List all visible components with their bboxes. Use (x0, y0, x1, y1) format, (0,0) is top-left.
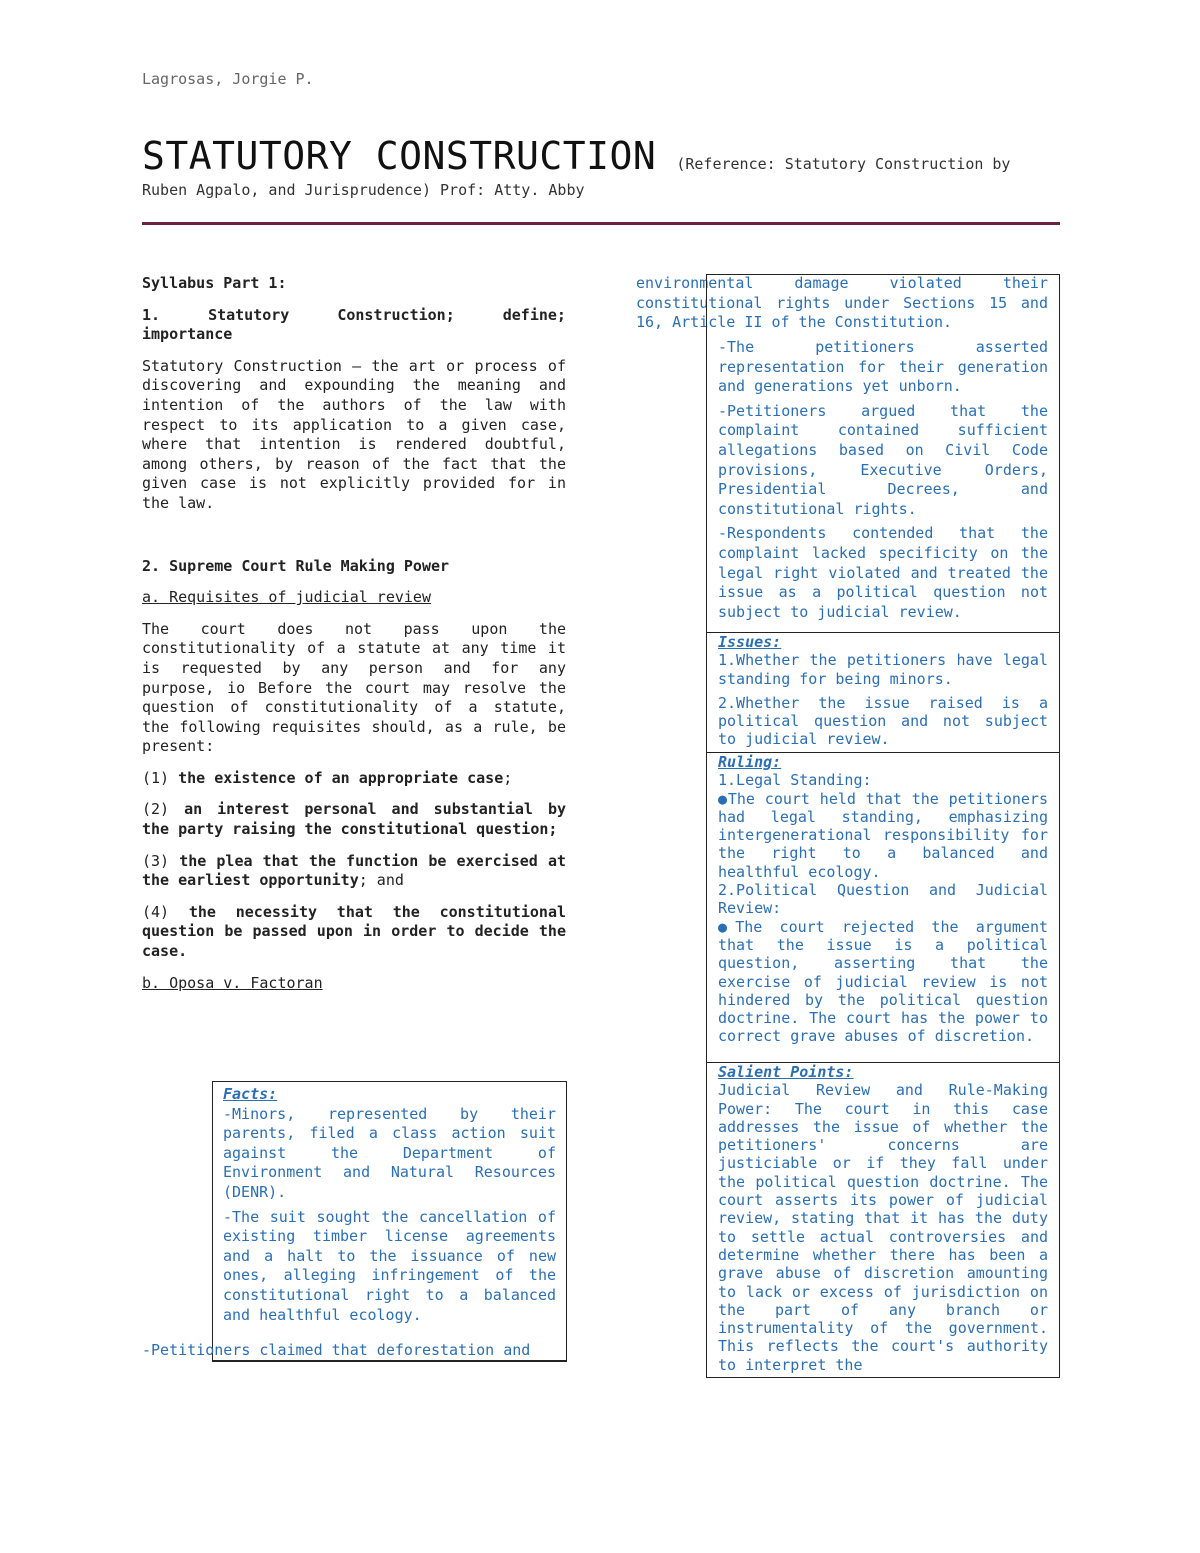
issue-2: 2.Whether the issue raised is a political question and not subject to judicial review. (718, 693, 1048, 749)
requisite-2-text: an interest personal and substantial by the party raising the constitutional question; (142, 800, 567, 839)
item1-word1: Statutory (208, 305, 290, 324)
reference-part-b: Ruben Agpalo, and Jurisprudence) Prof: Atty. Abby (142, 181, 585, 199)
requisite-3 (142, 852, 566, 891)
salient-points-heading: Salient Points: (718, 1063, 854, 1081)
document-title: STATUTORY CONSTRUCTION (142, 134, 657, 178)
requisite-2-number: (2) (142, 800, 170, 819)
item1-word4: importance (142, 325, 233, 344)
item2-heading: 2. Supreme Court Rule Making Power (142, 556, 450, 575)
requisite-3-text: the plea that the function be exercised at the earliest opportunity (142, 851, 567, 890)
facts-paragraph-3: -Petitioners claimed that deforestation and (142, 1341, 531, 1359)
item1-word3: define; (502, 305, 566, 324)
issue-1: 1.Whether the petitioners have legal standing for being minors. (718, 651, 1048, 688)
ruling-2-title: 2.Political Question and Judicial Review: (718, 881, 1048, 918)
syllabus-heading: Syllabus Part 1: (142, 274, 287, 292)
issues-heading: Issues: (718, 633, 782, 651)
ruling-1-title: 1.Legal Standing: (718, 771, 872, 790)
facts-petitioners-argued: -Petitioners argued that the complaint contained sufficient allegations based on Civil Code provisions, Executive Orders, Presidential Decrees, and constitutional rights. (718, 401, 1048, 518)
facts-heading: Facts: (223, 1085, 278, 1103)
header-rule (142, 222, 1060, 225)
ruling-box (706, 752, 1060, 1063)
title-line (142, 134, 1060, 178)
facts-continued-box (706, 274, 1060, 633)
facts-continuation: environmental damage violated their constitutional rights under Sections 15 and 16, Article II of the Constitution. (636, 274, 1048, 332)
facts-respondents-contended: -Respondents contended that the complaint lacked specificity on the legal right violated and treated the issue as a political question not subject to judicial review. (718, 524, 1048, 621)
facts-paragraph-1: -Minors, represented by their parents, filed a class action suit against the Department of Environment and Natural Resources (DENR). (223, 1104, 556, 1201)
left-column (142, 274, 566, 1005)
author-name: Lagrosas, Jorgie P. (142, 70, 314, 88)
definition-paragraph: Statutory Construction – the art or process of discovering and expounding the meaning and intention of the authors of the law with respect to its application to a given case, where that intention is rendered doubtful, among others, by reason of the fact that the given case is not explicitly provided for in the law. (142, 356, 566, 512)
item1-number: 1. (142, 305, 161, 324)
sub-b-heading: b. Oposa v. Factoran (142, 973, 323, 992)
requisites-intro: The court does not pass upon the constitutionality of a statute at any time it is requested by any person and for any purpose, io Before the court may resolve the question of constitutionality of a statute, the following requisites should, as a rule, be present: (142, 619, 566, 756)
requisite-1-tail: ; (503, 768, 513, 787)
item1-word2: Construction; (337, 305, 455, 324)
requisite-3-tail: ; and (358, 871, 404, 890)
requisite-1-number: (1) (142, 768, 170, 787)
requisite-4-text: the necessity that the constitutional question be passed upon in order to decide the case. (142, 902, 567, 961)
ruling-heading: Ruling: (718, 753, 782, 771)
facts-representation: -The petitioners asserted representation for their generation and generations yet unborn. (718, 338, 1048, 396)
requisite-1-text: the existence of an appropriate case (178, 768, 504, 787)
facts-paragraph-2: -The suit sought the cancellation of existing timber license agreements and a halt to the issuance of new ones, alleging infringement of the constitutional right to a balanced and healthful ecology. (223, 1207, 556, 1324)
facts-box (212, 1081, 567, 1362)
requisite-4 (142, 903, 566, 962)
requisite-3-number: (3) (142, 851, 170, 870)
item1-heading (142, 306, 566, 345)
salient-points-box (706, 1062, 1060, 1378)
salient-points-text: Judicial Review and Rule-Making Power: The court in this case addresses the issue of whether the petitioners' concerns are justiciable or if they fall under the political question doctrine. The court asserts its power of judicial review, stating that it has the duty to settle actual controversies and determine whether there has been a grave abuse of discretion amounting to lack or excess of jurisdiction on the part of any branch or instrumentality of the government. This reflects the court's authority to interpret the (718, 1081, 1048, 1374)
ruling-1-text: ●The court held that the petitioners had legal standing, emphasizing intergenerational responsibility for the right to a balanced and healthful ecology. (718, 789, 1048, 881)
requisite-4-number: (4) (142, 902, 170, 921)
requisite-1 (142, 769, 566, 789)
reference-part-a: (Reference: Statutory Construction by (676, 155, 1011, 173)
issues-box (706, 632, 1060, 753)
requisite-2 (142, 800, 566, 839)
sub-a-heading: a. Requisites of judicial review (142, 588, 431, 607)
facts-box-bottom-border (212, 1360, 567, 1362)
ruling-2-text: ●The court rejected the argument that the issue is a political question, asserting that the exercise of judicial review is not hindered by the political question doctrine. The court has the power to correct grave abuses of discretion. (718, 917, 1048, 1046)
